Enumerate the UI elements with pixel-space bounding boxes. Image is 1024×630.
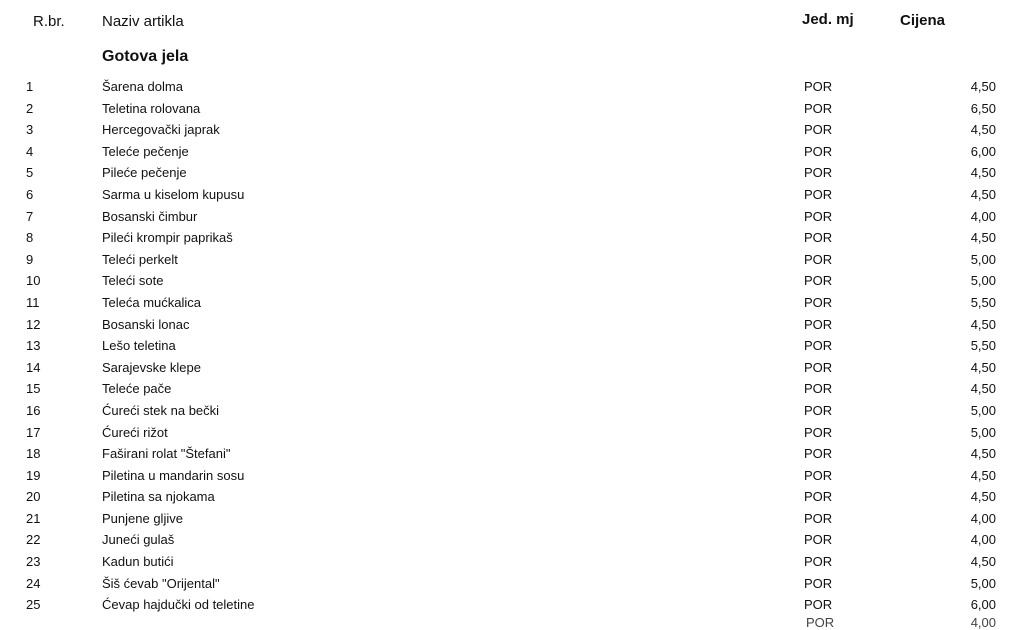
item-number: 19	[26, 467, 41, 483]
column-header-number: R.br.	[33, 13, 65, 30]
item-name: Šiš ćevab "Orijental"	[102, 575, 220, 591]
item-number: 7	[26, 208, 34, 224]
table-row	[0, 162, 1024, 184]
table-row	[0, 227, 1024, 249]
table-row	[0, 98, 1024, 120]
item-price: 5,00	[970, 575, 996, 591]
item-price: 4,50	[970, 186, 996, 202]
item-price: 4,50	[970, 165, 996, 181]
item-unit: POR	[804, 489, 833, 505]
item-name: Šarena dolma	[102, 79, 183, 94]
item-price: 4,00	[970, 208, 996, 224]
item-name: Kadun butići	[102, 554, 174, 570]
item-unit: POR	[804, 186, 833, 202]
item-name: Ćureći stek na bečki	[102, 402, 220, 418]
section-title: Gotova jela	[102, 48, 189, 65]
item-price: 4,00	[970, 510, 996, 526]
item-unit: POR	[804, 467, 833, 483]
item-number: 25	[26, 597, 41, 613]
item-name: Piletina sa njokama	[102, 489, 215, 505]
item-name: Teleći sote	[102, 273, 164, 289]
item-name: Punjene gljive	[102, 510, 183, 526]
item-unit: POR	[804, 122, 833, 138]
item-price: 4,50	[970, 381, 996, 397]
item-number: 21	[26, 510, 41, 526]
table-row	[0, 443, 1024, 465]
item-number: 17	[26, 424, 41, 440]
table-row	[0, 594, 1024, 616]
item-number: 22	[26, 532, 41, 548]
item-unit: POR	[804, 143, 833, 159]
cutoff-row-price: 4,00	[970, 615, 996, 630]
item-price: 4,50	[970, 489, 996, 505]
item-unit: POR	[804, 402, 833, 418]
table-row	[0, 357, 1024, 379]
item-unit: POR	[804, 554, 833, 570]
item-price: 4,50	[970, 122, 996, 138]
item-price: 6,00	[970, 143, 996, 159]
item-name: Hercegovački japrak	[102, 122, 220, 138]
item-name: Bosanski lonac	[102, 316, 190, 332]
item-number: 5	[26, 165, 34, 181]
table-row	[0, 551, 1024, 573]
item-unit: POR	[804, 251, 833, 267]
table-row	[0, 270, 1024, 292]
table-row	[0, 529, 1024, 551]
item-unit: POR	[804, 316, 833, 332]
table-row	[0, 119, 1024, 141]
item-unit: POR	[804, 294, 833, 310]
table-row	[0, 249, 1024, 271]
item-price: 5,50	[970, 294, 996, 310]
item-name: Ćevap hajdučki od teletine	[102, 597, 255, 613]
item-number: 8	[26, 230, 34, 246]
item-price: 4,50	[970, 79, 996, 94]
item-price: 6,00	[970, 597, 996, 613]
item-name: Teleće pače	[102, 381, 172, 397]
item-unit: POR	[804, 208, 833, 224]
item-price: 4,50	[970, 554, 996, 570]
item-number: 1	[26, 79, 34, 94]
item-unit: POR	[804, 510, 833, 526]
item-number: 24	[26, 575, 41, 591]
item-name: Teleći perkelt	[102, 251, 178, 267]
items-list	[0, 76, 1024, 616]
item-number: 10	[26, 273, 41, 289]
item-name: Pileće pečenje	[102, 165, 187, 181]
item-price: 6,50	[970, 100, 996, 116]
item-number: 9	[26, 251, 34, 267]
table-row	[0, 335, 1024, 357]
item-unit: POR	[804, 532, 833, 548]
column-header-unit: Jed. mj	[802, 11, 854, 28]
item-unit: POR	[804, 100, 833, 116]
column-header-price: Cijena	[900, 12, 946, 29]
item-number: 12	[26, 316, 41, 332]
table-row	[0, 184, 1024, 206]
table-row	[0, 378, 1024, 400]
item-name: Teleća mućkalica	[102, 294, 201, 310]
table-row	[0, 292, 1024, 314]
item-unit: POR	[804, 424, 833, 440]
item-unit: POR	[804, 338, 833, 354]
item-name: Sarma u kiselom kupusu	[102, 186, 245, 202]
item-price: 5,00	[970, 402, 996, 418]
item-unit: POR	[804, 79, 833, 94]
item-name: Lešo teletina	[102, 338, 176, 354]
item-price: 4,50	[970, 316, 996, 332]
table-row	[0, 508, 1024, 530]
item-unit: POR	[804, 165, 833, 181]
item-unit: POR	[804, 381, 833, 397]
item-number: 20	[26, 489, 41, 505]
item-name: Piletina u mandarin sosu	[102, 467, 245, 483]
item-price: 4,50	[970, 446, 996, 462]
item-unit: POR	[804, 273, 833, 289]
item-number: 6	[26, 186, 34, 202]
item-unit: POR	[804, 230, 833, 246]
item-number: 2	[26, 100, 34, 116]
item-price: 5,00	[970, 251, 996, 267]
item-name: Teletina rolovana	[102, 100, 201, 116]
cutoff-row-unit: POR	[806, 615, 835, 630]
item-unit: POR	[804, 597, 833, 613]
table-row	[0, 400, 1024, 422]
item-price: 4,50	[970, 359, 996, 375]
item-number: 11	[26, 294, 40, 310]
table-row	[0, 465, 1024, 487]
item-number: 4	[26, 143, 34, 159]
item-name: Juneći gulaš	[102, 532, 175, 548]
table-row	[0, 206, 1024, 228]
item-price: 4,50	[970, 467, 996, 483]
item-number: 18	[26, 446, 41, 462]
item-name: Bosanski čimbur	[102, 208, 198, 224]
item-unit: POR	[804, 446, 833, 462]
table-row	[0, 422, 1024, 444]
item-number: 15	[26, 381, 41, 397]
table-row	[0, 76, 1024, 98]
item-name: Sarajevske klepe	[102, 359, 201, 375]
item-name: Pileći krompir paprikaš	[102, 230, 233, 246]
item-price: 5,00	[970, 424, 996, 440]
item-price: 5,50	[970, 338, 996, 354]
item-number: 14	[26, 359, 41, 375]
item-number: 23	[26, 554, 41, 570]
column-header-name: Naziv artikla	[102, 13, 184, 30]
item-name: Teleće pečenje	[102, 143, 189, 159]
item-price: 4,00	[970, 532, 996, 548]
item-name: Ćureći rižot	[102, 424, 168, 440]
item-number: 3	[26, 122, 34, 138]
item-price: 4,50	[970, 230, 996, 246]
item-unit: POR	[804, 359, 833, 375]
item-name: Faširani rolat "Štefani"	[102, 446, 231, 462]
table-row	[0, 141, 1024, 163]
table-row	[0, 573, 1024, 595]
table-row	[0, 314, 1024, 336]
item-price: 5,00	[970, 273, 996, 289]
item-number: 13	[26, 338, 41, 354]
item-unit: POR	[804, 575, 833, 591]
item-number: 16	[26, 402, 41, 418]
table-row	[0, 486, 1024, 508]
